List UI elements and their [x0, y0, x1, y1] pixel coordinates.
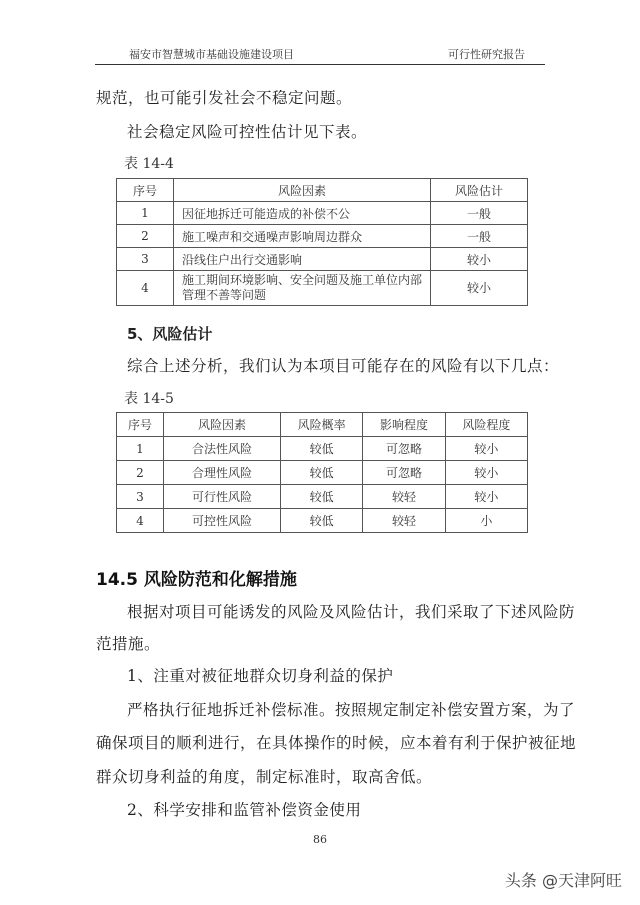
- cell: 4: [117, 509, 164, 533]
- table-row: [117, 202, 528, 225]
- table-row: [117, 485, 528, 509]
- cell: 可行性风险: [164, 485, 281, 509]
- paragraph-compensation-line1: 严格执行征地拆迁补偿标准。按照规定制定补偿安置方案，为了: [127, 701, 576, 719]
- cell: 可控性风险: [164, 509, 281, 533]
- table-row: [117, 271, 528, 306]
- table-row: [117, 248, 528, 271]
- paragraph-summary: 综合上述分析，我们认为本项目可能存在的风险有以下几点：: [127, 357, 560, 375]
- header-cell: 风险因素: [174, 179, 431, 202]
- risk-level-table: [116, 412, 528, 533]
- paragraph-table-intro: 社会稳定风险可控性估计见下表。: [127, 123, 368, 141]
- cell: 2: [117, 461, 164, 485]
- header-cell: 风险因素: [164, 413, 281, 437]
- cell: 较轻: [363, 509, 445, 533]
- cell: 较轻: [363, 485, 445, 509]
- header-project-name: 福安市智慧城市基础设施建设项目: [129, 48, 294, 61]
- header-cell: 风险概率: [281, 413, 363, 437]
- section-heading-risk-prevention: 14.5 风险防范和化解措施: [96, 570, 297, 590]
- table-row: [117, 225, 528, 248]
- table-header-row: [117, 179, 528, 202]
- table-row: [117, 461, 528, 485]
- cell: 合法性风险: [164, 437, 281, 461]
- cell: 沿线住户出行交通影响: [174, 248, 431, 271]
- header-cell: 序号: [117, 179, 174, 202]
- section-heading-risk-estimate: 5、风险估计: [127, 325, 213, 343]
- cell: 较低: [281, 461, 363, 485]
- cell: 可忽略: [363, 437, 445, 461]
- cell: 较小: [431, 248, 528, 271]
- cell: 2: [117, 225, 174, 248]
- cell: 可忽略: [363, 461, 445, 485]
- paragraph-compensation-line2: 确保项目的顺利进行，在具体操作的时候，应本着有利于保护被征地: [96, 734, 577, 752]
- watermark: 头条 @天津阿旺: [504, 871, 622, 890]
- cell: 较小: [445, 437, 527, 461]
- cell: 较低: [281, 437, 363, 461]
- risk-controllability-table: [116, 178, 528, 306]
- cell: 合理性风险: [164, 461, 281, 485]
- cell: 较小: [445, 485, 527, 509]
- measure-item-1: 1、注重对被征地群众切身利益的保护: [127, 667, 394, 685]
- paragraph-measures-line2: 范措施。: [96, 635, 161, 653]
- cell: 因征地拆迁可能造成的补偿不公: [174, 202, 431, 225]
- cell: 一般: [431, 202, 528, 225]
- cell: 1: [117, 437, 164, 461]
- cell: 3: [117, 248, 174, 271]
- cell: 一般: [431, 225, 528, 248]
- table-row: [117, 509, 528, 533]
- table2-caption: 表 14-5: [124, 391, 174, 407]
- cell: 小: [445, 509, 527, 533]
- paragraph-compensation-line3: 群众切身利益的角度，制定标准时，取高舍低。: [96, 768, 433, 786]
- cell: 较小: [445, 461, 527, 485]
- cell: 3: [117, 485, 164, 509]
- table-header-row: [117, 413, 528, 437]
- measure-item-2: 2、科学安排和监管补偿资金使用: [127, 801, 362, 819]
- header-cell: 风险估计: [431, 179, 528, 202]
- cell: 较低: [281, 509, 363, 533]
- paragraph-continuation: 规范，也可能引发社会不稳定问题。: [96, 89, 353, 107]
- cell: 较小: [431, 271, 528, 306]
- header-cell: 序号: [117, 413, 164, 437]
- cell: 较低: [281, 485, 363, 509]
- header-cell: 风险程度: [445, 413, 527, 437]
- cell: 施工噪声和交通噪声影响周边群众: [174, 225, 431, 248]
- cell: 4: [117, 271, 174, 306]
- cell: 1: [117, 202, 174, 225]
- paragraph-measures-line1: 根据对项目可能诱发的风险及风险估计，我们采取了下述风险防: [127, 603, 576, 621]
- header-cell: 影响程度: [363, 413, 445, 437]
- page-number: 86: [313, 833, 327, 846]
- table-row: [117, 437, 528, 461]
- header-report-type: 可行性研究报告: [448, 48, 525, 61]
- table1-caption: 表 14-4: [124, 156, 174, 172]
- cell: 施工期间环境影响、安全问题及施工单位内部管理不善等问题: [174, 271, 431, 306]
- page-header: [95, 44, 545, 65]
